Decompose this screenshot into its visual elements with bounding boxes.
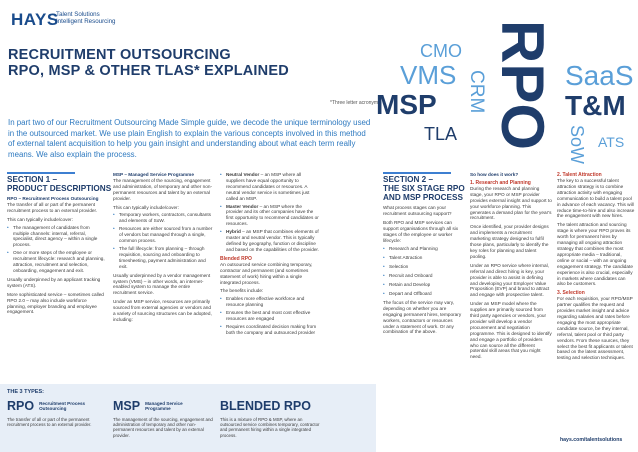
stage1-heading: 1. Research and Planning — [470, 179, 531, 186]
msp-vendor-note: Under an MSP service, resources are primarily sourced from external agencies or vendors and a variety of sourcing structures can be adopted, including: — [113, 299, 212, 322]
model-name: Hybrid — [226, 229, 241, 235]
type-name-line2: Programme — [145, 406, 171, 412]
rpo-heading: RPO – Recruitment Process Outsourcing — [7, 196, 99, 201]
stage2-paragraph1: The key to a successful talent attraction strategy is to combine attraction activity with engaging communication to build a talent pool in advance of each vacancy. This will reduce time-to-hire and also increase the engagement with new hires. — [557, 178, 635, 219]
word-tla: TLA — [424, 124, 458, 144]
section2-focus-note: The focus of the service may vary, depending on whether you are engaging permanent hires, temporary workers, contractors or resources under a statement of work. Or any combination of the above. — [383, 299, 462, 335]
section1-rule — [7, 172, 75, 174]
msp-include-list — [113, 212, 213, 269]
rpo-description: The transfer of all or part of the permanent recruitment process to an external provider. — [7, 201, 98, 213]
list-item: • One or more steps of the employee or recruitment lifecycle: research and planning, attraction, recruitment and selection, onboarding, engagement and exit. — [7, 250, 107, 274]
section2-question: What process stages can your recruitment outsourcing support? — [383, 205, 452, 216]
vendor-models-list — [220, 172, 320, 253]
msp-includes-intro: This can typically include/cover: — [113, 204, 179, 210]
section1-col3 — [220, 172, 320, 336]
page-title-line2: RPO, MSP & OTHER TLAS* EXPLAINED — [8, 63, 289, 79]
list-item: • Research and Planning — [383, 246, 465, 252]
msp-heading: MSP – Managed Service Programme — [113, 172, 194, 177]
intro-paragraph: In part two of our Recruitment Outsourcing Made Simple guide, we decode the unique terminology used in the outsourced market. We use plain English to explain the various concepts involved in this method of external talent acquisition to help you gain insight and understanding about what each term really means. We also explain the process. — [8, 118, 371, 159]
logo-tagline-line2: Intelligent Resourcing — [56, 18, 116, 25]
footnote: *Three letter acronyms — [330, 100, 381, 106]
list-item: • Resources are either sourced from a number of vendors but managed through a single, common process. — [113, 226, 213, 244]
word-sow: SoW — [567, 125, 587, 165]
rpo-includes-intro: This can typically include/cover: — [7, 216, 73, 222]
list-item: • Selection — [383, 264, 465, 270]
stage1-paragraph3: Under an RPO service where internal, referral and direct hiring is key, your provider is able to assist in defining and developing your Employer Value Proposition (EVP) and brand to attract and engage with prospective talent. — [470, 262, 550, 298]
type-name-line1: Recruitment Process — [39, 400, 86, 406]
rpo-include-list — [7, 225, 107, 274]
type-rpo — [7, 400, 107, 427]
section2-col1 — [383, 205, 465, 335]
section2-title-line3: AND MSP PROCESS — [383, 193, 463, 202]
stage1-paragraph2: Once identified, your provider designs and implements a recruitment marketing strategy designed to fulfil those plans, particularly to identify the key roles for planning and talent pooling. — [470, 224, 549, 259]
section2-rule — [383, 172, 451, 174]
hays-logo: HAYS — [11, 10, 59, 29]
page-title-line1: RECRUITMENT OUTSOURCING — [8, 47, 231, 63]
list-item: • The management of candidates from multiple channels: internal, referral, specialist, direct agency – within a single process. — [7, 225, 107, 249]
stage2-paragraph2: The talent attraction and sourcing stage is where your RPO proves its worth for permanent hires by managing all ongoing attraction strategy that combines the most appropriate media – traditional, online or social – with an ongoing engagement strategy. The candidate experience is also crucial, especially in markets where candidates can also be customers. — [557, 222, 633, 287]
rpo-ats-note: Usually underpinned by an applicant tracking system (ATS). — [7, 276, 101, 288]
list-item: • Temporary workers, contractors, consultants and elements of SoW. — [113, 212, 213, 224]
list-item: • Master Vendor – an MSP where the provider and its other companies have the first opportunity to recommend candidates or resources. — [220, 204, 320, 228]
list-item: • Talent Attraction — [383, 255, 465, 261]
list-item: • The full lifecycle: from planning – through requisition, sourcing and onboarding to timesheeting, payment administration and exit. — [113, 246, 213, 270]
word-tm: T&M — [565, 90, 626, 121]
rpo-v2-note: More sophisticated service – sometimes called RPO 2.0 – may also include workforce planning, employer branding and employee engagement. — [7, 291, 104, 315]
msp-vms-note: Usually underpinned by a vendor management system (VMS) – in other words, an internet-enabled system to manage the entire recruitment service. — [113, 272, 211, 296]
stage1-paragraph4: Under an MSP model where the supplies are primarily sourced from third party agencies or vendors, your provider will develop a vendor procurement and negotiation programme. This is designed to identify and engage a portfolio of providers who can source all the different potential skill areas that you might need. — [470, 301, 552, 360]
blended-heading: Blended RPO — [220, 255, 252, 262]
blended-description: An outsourced service combining temporary, contractor and permanent (and sometimes statement of work) hiring within a single integrated process. — [220, 261, 313, 285]
logo-tagline-line1: Talent Solutions — [56, 11, 100, 18]
list-item: • Hybrid – an MSP that combines elements of master and neutral vendor. This is typically defined by geography, function or discipline and based on the capabilities of the provider. — [220, 229, 320, 253]
word-cmo: CMO — [420, 41, 462, 61]
section2-title-line2: THE SIX STAGE RPO — [383, 184, 465, 193]
word-vms: VMS — [400, 60, 457, 90]
stage3-heading: 3. Selection — [557, 290, 585, 297]
word-msp: MSP — [376, 89, 437, 120]
how-heading: So how does it work? — [470, 172, 519, 177]
stage1-paragraph1: During the research and planning stage, your RPO or MSP provider provides external insight and support to your workforce planning. This generates a demand plan for the year's recruitment. — [470, 185, 552, 221]
list-item: • Requires coordinated decision making from both the company and outsourced provider — [220, 324, 320, 336]
benefits-list — [220, 296, 320, 335]
list-item: • Recruit and Onboard — [383, 273, 465, 279]
section1-col1 — [7, 196, 107, 315]
type-abbr: RPO — [7, 399, 35, 413]
stages-list — [383, 246, 465, 296]
type-description: The management of the sourcing, engagement and administration of temporary and other non-permanent resources and talent by an external provider. — [113, 416, 213, 438]
section1-title-line2: PRODUCT DESCRIPTIONS — [7, 184, 112, 193]
type-abbr: BLENDED RPO — [220, 399, 311, 413]
model-text: an MSP where the provider and its other companies have the first opportunity to recommend candidates or resources. — [226, 203, 319, 227]
list-item: • Neutral Vendor – an MSP where all suppliers have equal opportunity to recommend candidates or resources. A neutral vendor service is sometimes just called an MSP. — [220, 172, 320, 202]
word-saas: SaaS — [565, 60, 634, 91]
type-msp — [113, 400, 215, 438]
word-crm: CRM — [466, 70, 487, 114]
list-item: • Retain and Develop — [383, 282, 465, 288]
type-name-line1: Managed Service — [145, 400, 183, 406]
list-item: • Depart and Offboard — [383, 291, 465, 297]
list-item: • Ensures the best and most cost effective resources are engaged — [220, 310, 320, 322]
word-rpo: RPO — [489, 20, 556, 151]
section2-col2 — [470, 172, 552, 360]
type-description: The transfer of all or part of the permanent recruitment process to an external provider. — [7, 416, 92, 427]
section2-intro: Both RPO and MSP services can support organisations through all six stages of the employee or worker lifecycle: — [383, 219, 459, 243]
section1-title-line1: SECTION 1 – — [7, 175, 58, 184]
section1-col2 — [113, 172, 213, 323]
type-description: This is a mixture of RPO & MSP, where an outsourced service combines temporary, contractor and permanent hiring within a single integrated process. — [220, 416, 320, 438]
section2-col3 — [557, 172, 635, 361]
type-name-line2: Outsourcing — [39, 406, 67, 412]
model-text: an MSP that combines elements of master and neutral vendor. This is typically defined by geography, function or discipline and based on the capabilities of the provider. — [226, 229, 320, 252]
type-blended-rpo — [220, 400, 324, 438]
word-ats: ATS — [598, 134, 625, 150]
model-name: Master Vendor — [226, 203, 259, 209]
list-item: • Enables more effective workforce and resource planning — [220, 296, 320, 308]
three-types-label: THE 3 TYPES: — [7, 389, 44, 395]
section2-title-line1: SECTION 2 – — [383, 175, 434, 184]
stage3-paragraph1: For each requisition, your RPO/MSP partner qualifies the request and provides market insight and advice regarding salaries and rates before engaging the most appropriate candidate source, be they internal, referral, talent pool or third party vendors. From these sources, they select the best fit applicants or talent based on the latest assessment, testing and selection techniques. — [557, 296, 633, 361]
msp-description: The management of the sourcing, engagement and administration, of temporary and other non-permanent resources and talent by an external provider. — [113, 177, 213, 201]
benefits-intro: The benefits include: — [220, 288, 264, 294]
model-name: Neutral Vendor — [226, 172, 260, 177]
website-link[interactable]: hays.com/talentsolutions — [560, 437, 623, 443]
stage2-heading: 2. Talent Attraction — [557, 172, 602, 178]
type-abbr: MSP — [113, 399, 141, 413]
model-text: an MSP where all suppliers have equal opportunity to recommend candidates or resources. A neutral vendor service is sometimes just called an MSP. — [226, 172, 310, 201]
